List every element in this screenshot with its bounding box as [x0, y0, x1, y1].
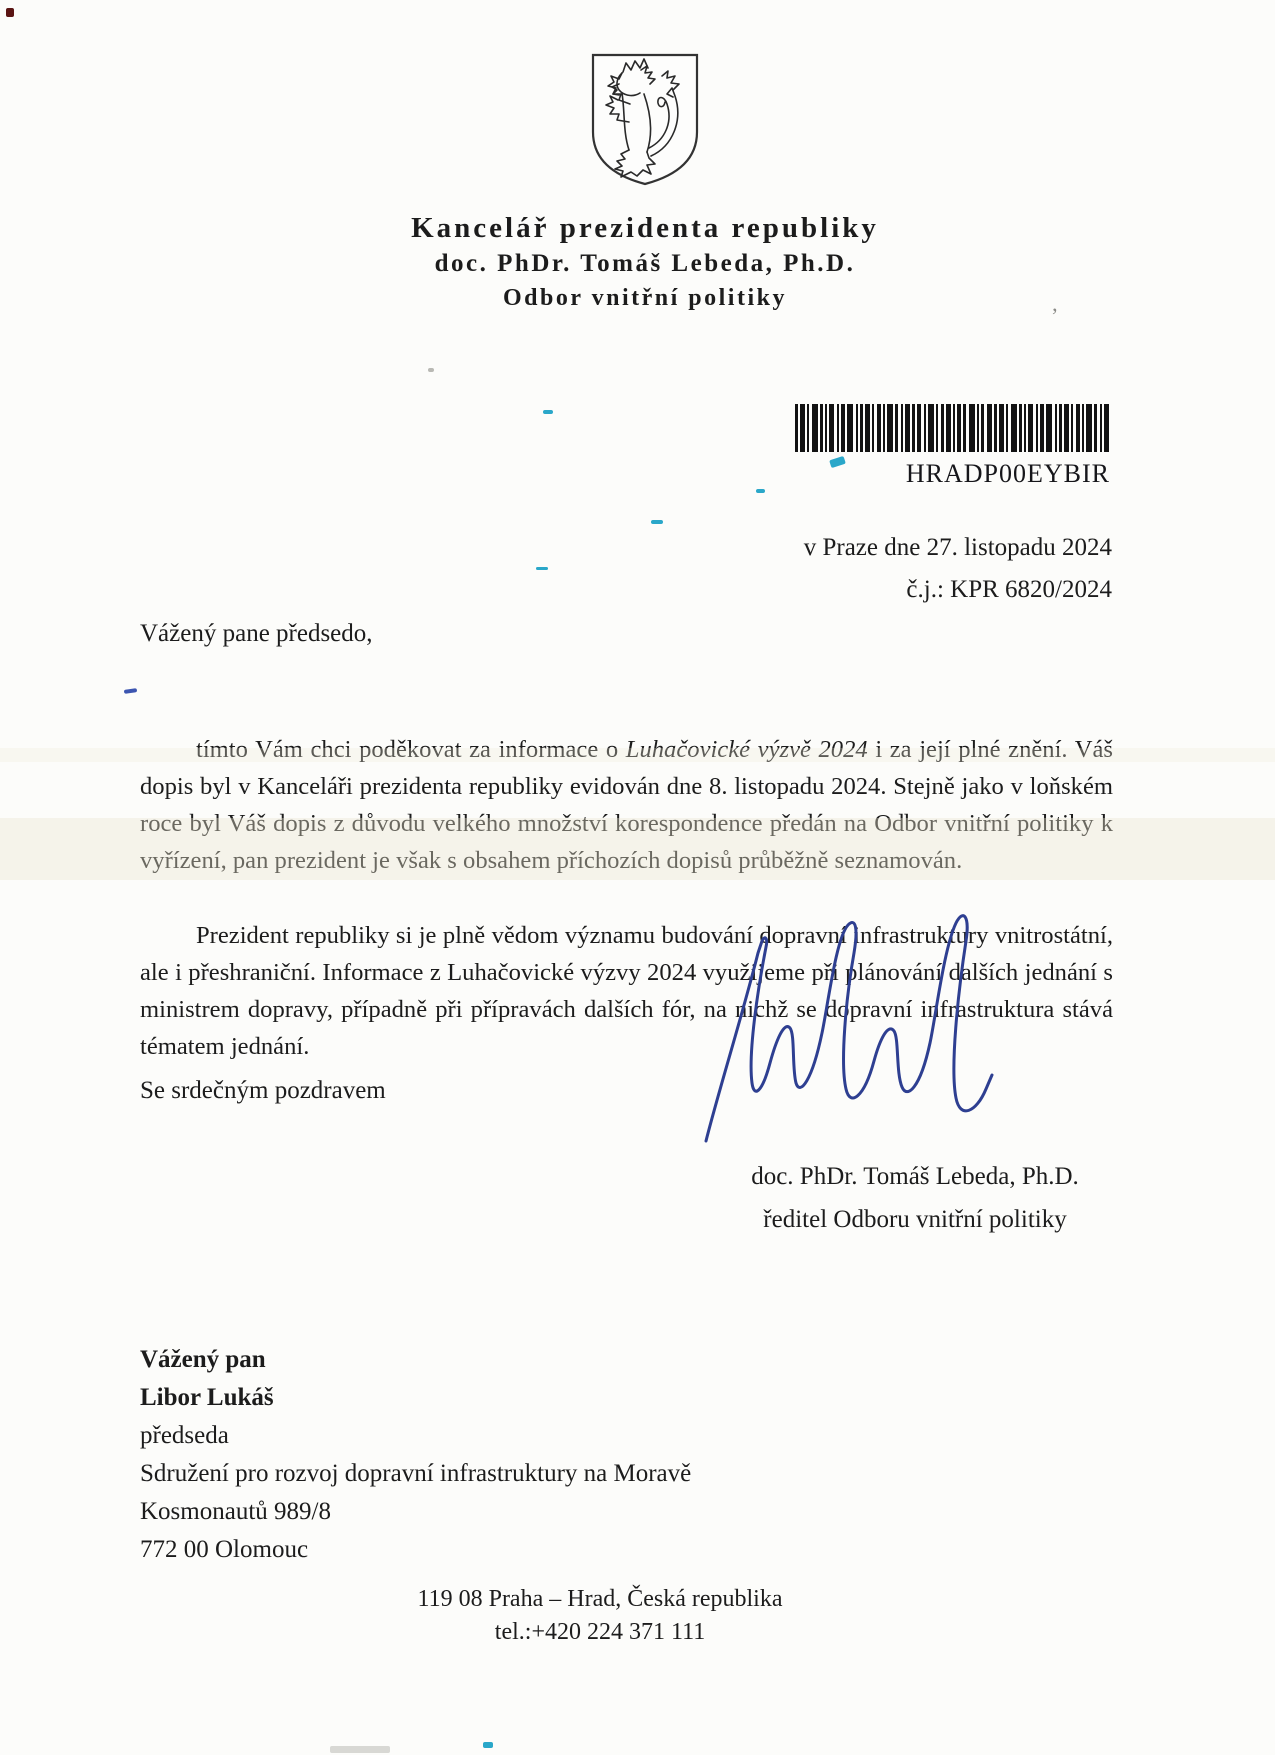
- reference-number: č.j.: KPR 6820/2024: [906, 576, 1112, 603]
- handwritten-signature: [688, 893, 1018, 1158]
- footer-phone: tel.:+420 224 371 111: [494, 1619, 706, 1645]
- footer-address: 119 08 Praha – Hrad, Česká republika: [417, 1586, 783, 1612]
- scan-speck: [6, 8, 14, 17]
- recipient-line: Libor Lukáš: [140, 1384, 274, 1411]
- scan-speck: [483, 1742, 493, 1748]
- letterhead-person: doc. PhDr. Tomáš Lebeda, Ph.D.: [434, 250, 856, 277]
- barcode-block: [795, 404, 1110, 489]
- signer-title: ředitel Odboru vnitřní politiky: [763, 1206, 1067, 1233]
- recipient-address-block: [140, 1341, 691, 1569]
- signer-name: doc. PhDr. Tomáš Lebeda, Ph.D.: [751, 1163, 1079, 1190]
- paragraph-2: Prezident republiky si je plně vědom významu budování dopravní infrastruktury vnitrostátní, ale i přeshraniční. Informace z Luhačovické výzvy 2024 využijeme při plánování dalších jednání s ministrem dopravy, případně při přípravách dalších fór, na nichž se dopravní infrastruktura stává tématem jednání.: [140, 921, 1113, 1060]
- scan-speck: [536, 567, 548, 570]
- scan-speck: [428, 368, 434, 372]
- paragraph-1-text: tímto Vám chci poděkovat za informace o: [196, 735, 626, 763]
- recipient-line: Vážený pan: [140, 1346, 266, 1373]
- czech-coat-of-arms-icon: [589, 52, 701, 187]
- recipient-line: Sdružení pro rozvoj dopravní infrastruktury na Moravě: [140, 1460, 692, 1487]
- recipient-line: předseda: [140, 1422, 229, 1449]
- scan-speck: [651, 520, 663, 524]
- scan-speck: [756, 489, 765, 493]
- scan-speck: [543, 410, 553, 414]
- date-line: v Praze dne 27. listopadu 2024: [803, 534, 1112, 561]
- paragraph-1: [140, 731, 1113, 879]
- scan-speck: [330, 1746, 390, 1753]
- footer-block: [340, 1583, 860, 1649]
- paragraph-1-italic-title: Luhačovické výzvě 2024: [625, 735, 868, 763]
- scan-mark: ’: [1051, 303, 1059, 328]
- barcode-icon: [795, 404, 1110, 452]
- salutation: Vážený pane předsedo,: [140, 620, 373, 647]
- scan-speck: [124, 688, 137, 694]
- recipient-line: Kosmonautů 989/8: [140, 1498, 331, 1525]
- recipient-line: 772 00 Olomouc: [140, 1536, 309, 1563]
- barcode-label: HRADP00EYBIR: [905, 459, 1110, 488]
- paragraph-1-text-cont: i za její plné znění. Váš dopis byl v Kanceláři prezidenta republiky evidován dne 8. listopadu 2024. Stejně jako v loňském roce byl Váš dopis z důvodu velkého množství korespondence předán na Odbor vnitřní politiky k vyřízení, pan prezident je však s obsahem příchozích dopisů průběžně seznamován.: [140, 735, 1113, 874]
- letterhead-department: Odbor vnitřní politiky: [503, 285, 787, 311]
- letterhead-organization: Kancelář prezidenta republiky: [411, 212, 879, 244]
- closing-phrase: Se srdečným pozdravem: [140, 1077, 386, 1104]
